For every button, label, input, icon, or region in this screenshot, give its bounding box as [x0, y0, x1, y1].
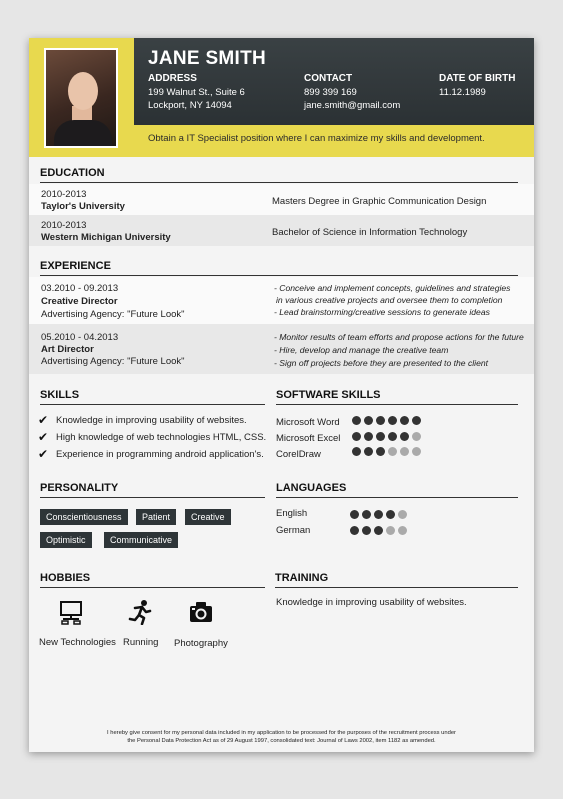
dob-value: 11.12.1989 [439, 87, 486, 98]
language-name: German [276, 525, 311, 536]
dob-block [439, 72, 515, 99]
skill-item: High knowledge of web technologies HTML, CSS. [56, 432, 267, 443]
rating-dot-filled [376, 432, 385, 441]
address-label: ADDRESS [148, 73, 197, 84]
checkmark-icon: ✔ [38, 413, 49, 427]
exp-2-dates: 05.2010 - 04.2013 [41, 332, 119, 343]
rating-dot-filled [376, 416, 385, 425]
hobby-label: Photography [174, 638, 228, 649]
education-title: EDUCATION [40, 167, 105, 179]
rating-dot-filled [374, 510, 383, 519]
rating-dot-filled [364, 416, 373, 425]
edu-2-school: Western Michigan University [41, 232, 171, 243]
rating-dot-filled [388, 416, 397, 425]
hobbies-title: HOBBIES [40, 572, 91, 584]
rating-dot-filled [362, 526, 371, 535]
address-line1: 199 Walnut St., Suite 6 [148, 87, 245, 98]
personality-tag: Optimistic [40, 532, 92, 548]
rating-dot-empty [398, 510, 407, 519]
exp-2-bullet: - Hire, develop and manage the creative team [274, 345, 449, 355]
rating-dot-empty [386, 526, 395, 535]
resume-page [29, 38, 534, 752]
education-rule [40, 182, 518, 183]
rating-dot-filled [364, 447, 373, 456]
personality-tag: Communicative [104, 532, 178, 548]
personality-tag: Patient [136, 509, 176, 525]
profile-photo [44, 48, 118, 148]
exp-1-dates: 03.2010 - 09.2013 [41, 283, 119, 294]
personality-tag: Creative [185, 509, 231, 525]
personality-rule [40, 497, 265, 498]
exp-1-bullet: - Conceive and implement concepts, guidelines and strategies [274, 283, 511, 293]
training-title: TRAINING [275, 572, 329, 584]
hobby-label: Running [123, 637, 159, 648]
exp-1-company: Advertising Agency: "Future Look" [41, 309, 185, 320]
hobbies-rule [40, 587, 265, 588]
rating-dot-filled [362, 510, 371, 519]
edu-1-years: 2010-2013 [41, 189, 87, 200]
exp-1-bullet: in various creative projects and oversee them to completion [276, 295, 503, 305]
address-line2: Lockport, NY 14094 [148, 100, 232, 111]
rating-dot-filled [364, 432, 373, 441]
computer-icon [58, 600, 84, 626]
personality-tag: Conscientiousness [40, 509, 128, 525]
exp-1-bullet: - Lead brainstorming/creative sessions to generate ideas [274, 307, 490, 317]
contact-block [304, 72, 400, 112]
contact-label: CONTACT [304, 73, 353, 84]
consent-clause [29, 729, 534, 745]
skills-title: SKILLS [40, 389, 80, 401]
edu-1-degree: Masters Degree in Graphic Communication Design [272, 196, 487, 207]
edu-1-school: Taylor's University [41, 201, 125, 212]
rating-dot-empty [388, 447, 397, 456]
language-rating [350, 526, 407, 535]
address-block [148, 72, 245, 112]
edu-2-degree: Bachelor of Science in Information Technology [272, 227, 468, 238]
dob-label: DATE OF BIRTH [439, 73, 516, 84]
software-name: Microsoft Word [276, 417, 340, 428]
language-rating [350, 510, 407, 519]
software-rating [352, 447, 421, 456]
software-name: CorelDraw [276, 449, 321, 460]
exp-2-bullet: - Monitor results of team efforts and propose actions for the future [274, 332, 524, 342]
rating-dot-empty [400, 447, 409, 456]
training-text: Knowledge in improving usability of websites. [276, 597, 467, 608]
rating-dot-filled [352, 432, 361, 441]
contact-phone: 899 399 169 [304, 87, 357, 98]
rating-dot-filled [352, 447, 361, 456]
rating-dot-empty [398, 526, 407, 535]
rating-dot-empty [412, 432, 421, 441]
skills-rule [40, 404, 265, 405]
camera-icon [188, 600, 214, 624]
languages-rule [276, 497, 518, 498]
rating-dot-filled [386, 510, 395, 519]
language-name: English [276, 508, 308, 519]
software-rating [352, 416, 421, 425]
checkmark-icon: ✔ [38, 430, 49, 444]
rating-dot-filled [388, 432, 397, 441]
training-rule [275, 587, 518, 588]
exp-2-company: Advertising Agency: "Future Look" [41, 356, 185, 367]
exp-1-role: Creative Director [41, 296, 118, 307]
running-icon [127, 599, 153, 625]
rating-dot-filled [350, 510, 359, 519]
rating-dot-filled [400, 416, 409, 425]
software-rule [276, 404, 518, 405]
candidate-name: JANE SMITH [148, 48, 267, 69]
rating-dot-filled [412, 416, 421, 425]
contact-email: jane.smith@gmail.com [304, 100, 401, 111]
consent-line: the Personal Data Protection Act as of 29 August 1997, consolidated text: Journal of Laws 2002, item 1182 as amended. [127, 738, 436, 744]
rating-dot-filled [400, 432, 409, 441]
software-title: SOFTWARE SKILLS [276, 389, 381, 401]
hobby-label: New Technologies [39, 637, 116, 648]
objective-text: Obtain a IT Specialist position where I can maximize my skills and development. [148, 133, 485, 144]
software-name: Microsoft Excel [276, 433, 341, 444]
software-rating [352, 432, 421, 441]
languages-title: LANGUAGES [276, 482, 347, 494]
rating-dot-filled [352, 416, 361, 425]
exp-2-bullet: - Sign off projects before they are presented to the client [274, 358, 489, 368]
rating-dot-filled [350, 526, 359, 535]
rating-dot-empty [412, 447, 421, 456]
experience-title: EXPERIENCE [40, 260, 111, 272]
rating-dot-filled [374, 526, 383, 535]
exp-2-role: Art Director [41, 344, 94, 355]
experience-rule [40, 275, 518, 276]
checkmark-icon: ✔ [38, 447, 49, 461]
consent-line: I hereby give consent for my personal data included in my application to be processed for the purposes of the recruitment process under [107, 730, 456, 736]
rating-dot-filled [376, 447, 385, 456]
skill-item: Knowledge in improving usability of websites. [56, 415, 247, 426]
personality-title: PERSONALITY [40, 482, 119, 494]
edu-2-years: 2010-2013 [41, 220, 87, 231]
skill-item: Experience in programming android application's. [56, 449, 264, 460]
